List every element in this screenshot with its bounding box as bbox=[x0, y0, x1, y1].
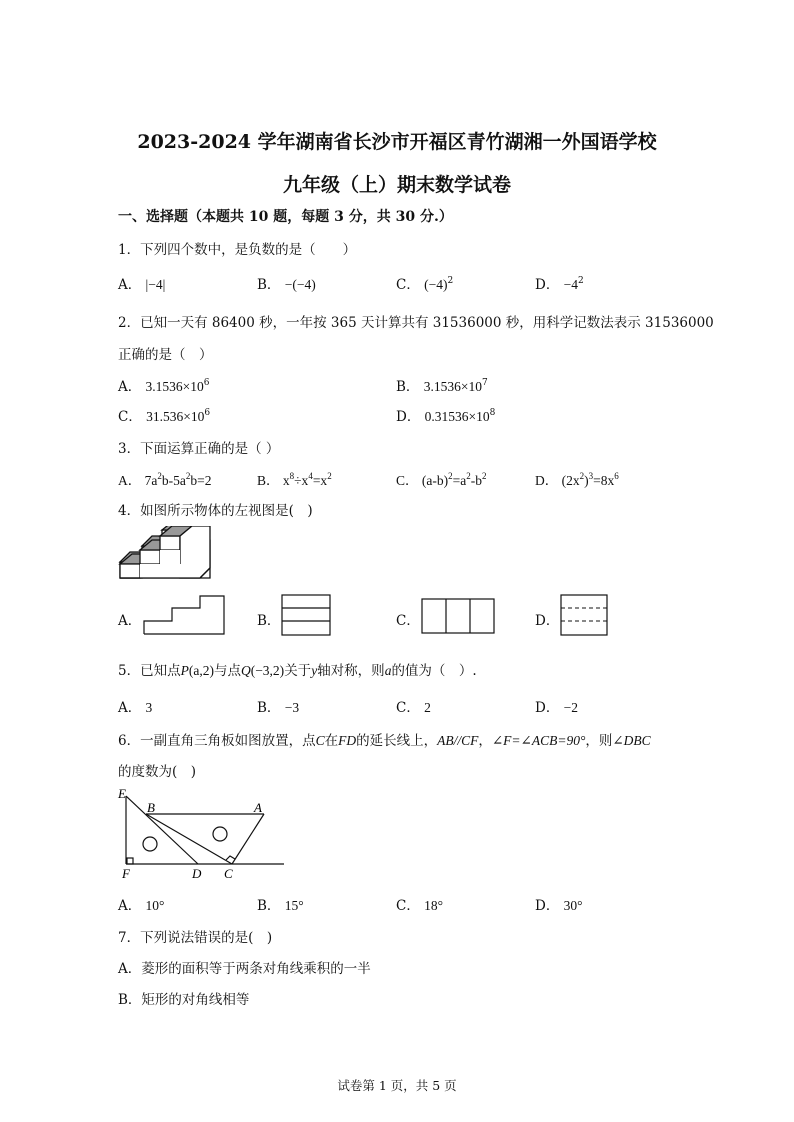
q1-option-b: B． −(−4) bbox=[257, 277, 316, 293]
title-line-2: 九年级（上）期末数学试卷 bbox=[282, 174, 511, 196]
q4-option-d-label: D． bbox=[535, 613, 560, 629]
q4-option-a-label: A． bbox=[118, 613, 142, 629]
q4-option-c-label: C． bbox=[396, 613, 420, 629]
label-E: E bbox=[118, 786, 126, 801]
q3-option-a: A． $7a^2b-5a^2b=2$ bbox=[118, 471, 212, 488]
q4-option-b-figure bbox=[280, 593, 332, 637]
label-D: D bbox=[192, 866, 202, 881]
q7-option-a: A．菱形的面积等于两条对角线乘积的一半 bbox=[118, 961, 371, 977]
q4-option-c-figure bbox=[420, 597, 496, 635]
q4-staircase-figure bbox=[116, 526, 216, 582]
q6-option-d: D． 30° bbox=[535, 898, 583, 914]
q7-stem: 7．下列说法错误的是( ) bbox=[118, 930, 273, 946]
q4-stem: 4．如图所示物体的左视图是( ) bbox=[118, 503, 313, 519]
label-B: B bbox=[147, 800, 155, 815]
q4-option-d-figure bbox=[559, 593, 611, 637]
q1-stem: 1．下列四个数中，是负数的是（ ） bbox=[118, 242, 357, 258]
q2-option-a: A． $3.1536\times 10^6$ bbox=[118, 378, 210, 395]
page-footer: 试卷第 1 页，共 5 页 bbox=[337, 1078, 457, 1093]
q2-stem-line2: 正确的是（ ） bbox=[118, 347, 213, 363]
label-A: A bbox=[254, 800, 262, 815]
q5-option-a: A． 3 bbox=[118, 700, 153, 716]
q4-option-a-figure bbox=[142, 594, 226, 636]
q1-option-a: A． |−4| bbox=[118, 277, 166, 293]
q6-option-b: B． 15° bbox=[257, 898, 304, 914]
q2-option-b: B． $3.1536\times 10^7$ bbox=[396, 378, 488, 395]
q3-option-b: B． $x^8\div x^4=x^2$ bbox=[257, 471, 332, 488]
q1-option-d: D． $-4^2$ bbox=[535, 276, 584, 293]
q3-option-d: D． $(2x^2)^3=8x^6$ bbox=[535, 471, 619, 488]
q6-stem-line1: 6．一副直角三角板如图放置，点C在FD的延长线上，AB//CF，∠F=∠ACB=90°，则∠DBC bbox=[118, 733, 651, 749]
q6-triangle-figure bbox=[114, 786, 290, 882]
label-C: C bbox=[224, 866, 233, 881]
q2-option-c: C． $31.536\times 10^6$ bbox=[118, 408, 211, 425]
q3-stem: 3．下面运算正确的是（ ） bbox=[118, 441, 280, 457]
q1-option-c: C． $(-4)^2$ bbox=[396, 276, 454, 293]
label-F: F bbox=[122, 866, 130, 881]
q4-option-b-label: B． bbox=[257, 613, 281, 629]
q6-option-c: C． 18° bbox=[396, 898, 444, 914]
q6-option-a: A． 10° bbox=[118, 898, 165, 914]
q5-option-d: D． −2 bbox=[535, 700, 578, 716]
q5-option-b: B． −3 bbox=[257, 700, 300, 716]
q5-option-c: C． 2 bbox=[396, 700, 431, 716]
title-line-1: 2023-2024 学年湖南省长沙市开福区青竹湖湘一外国语学校 bbox=[137, 131, 657, 153]
q5-stem: 5．已知点P(a,2)与点Q(−3,2)关于y轴对称，则a的值为（ ）. bbox=[118, 663, 477, 679]
q3-option-c: C． $(a-b)^2=a^2-b^2$ bbox=[396, 471, 487, 488]
q2-stem-line1: 2．已知一天有 86400 秒，一年按 365 天计算共有 31536000 秒，用科学记数法表示 31536000 bbox=[118, 315, 714, 331]
q7-option-b: B．矩形的对角线相等 bbox=[118, 992, 250, 1008]
q2-option-d: D． $0.31536\times 10^8$ bbox=[396, 408, 496, 425]
q6-stem-line2: 的度数为( ) bbox=[118, 764, 197, 780]
section-heading: 一、选择题（本题共 10 题，每题 3 分，共 30 分.） bbox=[118, 209, 453, 225]
